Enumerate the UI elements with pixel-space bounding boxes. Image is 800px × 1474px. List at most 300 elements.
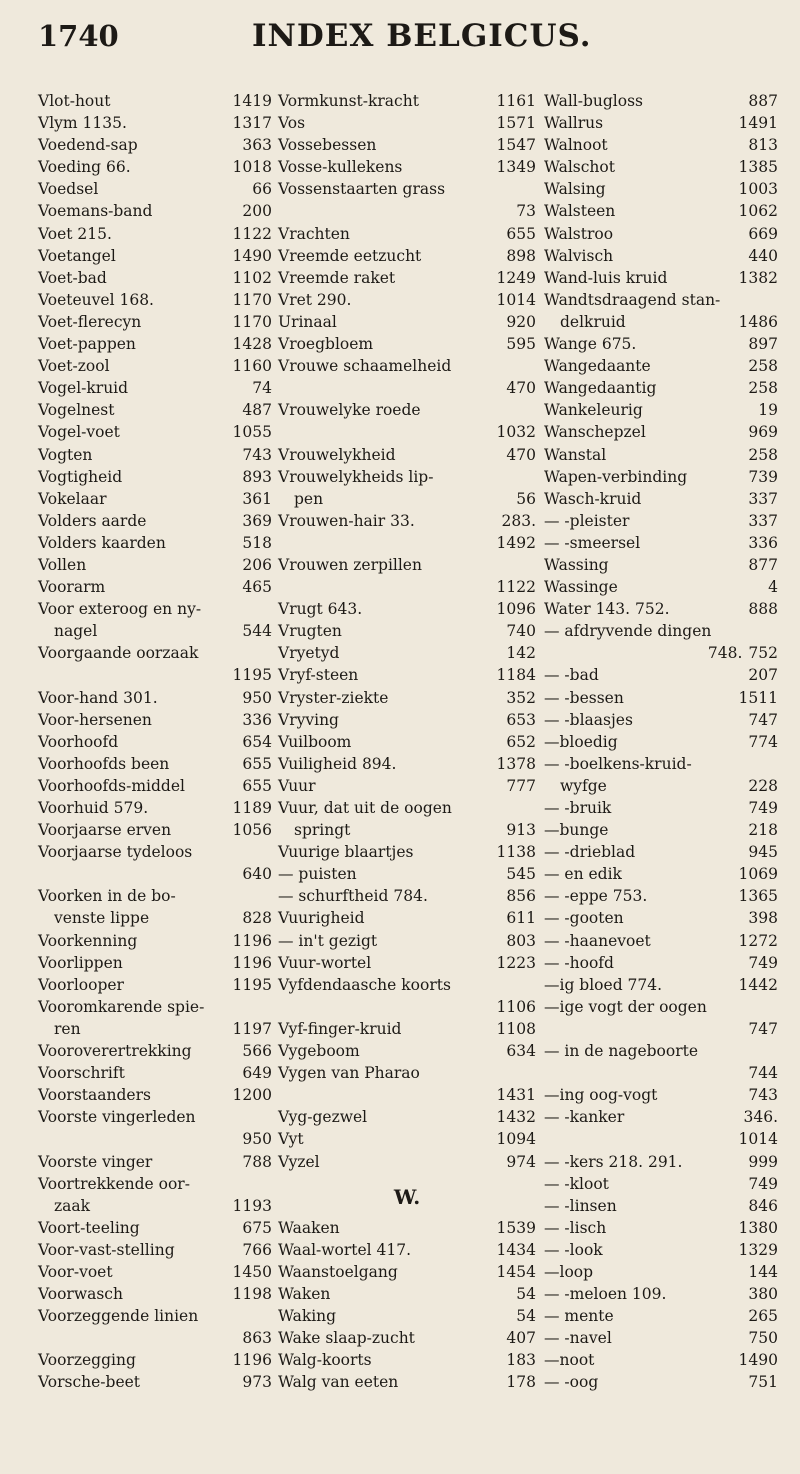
index-entry (544, 863, 778, 885)
entry-term: Vrouwen-hair 33. (278, 511, 415, 530)
index-entry (278, 1106, 536, 1128)
index-entry (38, 642, 272, 664)
entry-page-ref: 945 (748, 843, 778, 862)
entry-term: Voorjaarse tydeloos (38, 843, 193, 862)
entry-term: Vossenstaarten grass (278, 180, 446, 199)
entry-page-ref: 1385 (738, 158, 778, 177)
index-entry (278, 532, 536, 554)
entry-page-ref: 265 (748, 1307, 778, 1326)
index-entry (278, 576, 536, 598)
entry-term: — -bad (544, 666, 599, 685)
entry-term: — -hoofd (544, 953, 614, 972)
entry-term: Wangedaante (544, 357, 651, 376)
entry-term: Vreemde raket (278, 268, 396, 287)
entry-page-ref: 1491 (738, 114, 778, 133)
entry-page-ref: 743 (242, 445, 272, 464)
page-header (38, 18, 780, 82)
entry-term: Vrouwen zerpillen (278, 555, 422, 574)
entry-term: Walg-koorts (278, 1351, 372, 1370)
entry-term: Voorste vinger (38, 1152, 153, 1171)
entry-term: Vygen van Pharao (278, 1064, 420, 1083)
entry-term: Voorwasch (38, 1285, 123, 1304)
entry-term: Vogten (38, 445, 93, 464)
entry-term: Wanstal (544, 445, 607, 464)
entry-term: —ige vogt der oogen (544, 997, 707, 1016)
index-entry (278, 1305, 536, 1327)
entry-page-ref: 398 (748, 909, 778, 928)
entry-term: Vooromkarende spie- (38, 997, 205, 1016)
entry-page-ref: 766 (242, 1240, 272, 1259)
entry-term: Vogtigheid (38, 467, 123, 486)
entry-page-ref: 1003 (738, 180, 778, 199)
entry-page-ref: 1539 (496, 1218, 536, 1237)
index-entry (278, 311, 536, 333)
index-entry (38, 1173, 272, 1195)
index-entry (38, 687, 272, 709)
entry-term: —bloedig (544, 732, 618, 751)
entry-term: venste lippe (54, 909, 150, 928)
entry-page-ref: 649 (242, 1064, 272, 1083)
entry-term: —bunge (544, 821, 609, 840)
entry-term: Wall-bugloss (544, 92, 644, 110)
entry-page-ref: 1196 (232, 953, 272, 972)
entry-term: Voemans-band (38, 202, 153, 221)
entry-page-ref: 893 (242, 467, 272, 486)
index-entry (544, 223, 778, 245)
index-entry (278, 775, 536, 797)
entry-term: Walsteen (544, 202, 616, 221)
index-entry (278, 1151, 536, 1173)
index-entry (38, 841, 272, 863)
index-entry (38, 930, 272, 952)
index-entry (544, 1040, 778, 1062)
entry-page-ref: 913 (506, 821, 536, 840)
entry-term: Wangedaantig (544, 379, 657, 398)
entry-term: Wasch-kruid (544, 489, 642, 508)
entry-term: — mente (544, 1307, 614, 1326)
entry-term: Voeteuvel 168. (38, 290, 154, 309)
index-entry (38, 200, 272, 222)
entry-page-ref: 1571 (496, 114, 536, 133)
entry-term: Vuur-wortel (278, 953, 372, 972)
entry-term: Voet 215. (38, 224, 112, 243)
entry-page-ref: 56 (516, 489, 536, 508)
index-entry (38, 554, 272, 576)
index-entry (544, 753, 778, 775)
entry-term: Vogel-voet (38, 423, 120, 442)
entry-term: Walnoot (544, 136, 608, 155)
entry-page-ref: 999 (748, 1152, 778, 1171)
index-entry (544, 554, 778, 576)
index-entry (278, 223, 536, 245)
index-entry (544, 731, 778, 753)
entry-term: Walschot (544, 158, 615, 177)
index-entry (38, 466, 272, 488)
entry-page-ref: 470 (506, 379, 536, 398)
index-entry (544, 797, 778, 819)
entry-term: Waken (278, 1284, 331, 1303)
entry-page-ref: 1329 (738, 1240, 778, 1259)
index-entry (278, 355, 536, 377)
entry-term: Voorken in de bo- (38, 887, 176, 906)
index-entry (278, 974, 536, 996)
entry-page-ref: 206 (242, 555, 272, 574)
index-entry (278, 1062, 536, 1084)
entry-term: wyfge (560, 776, 607, 795)
entry-page-ref: 407 (506, 1329, 536, 1348)
index-entry (38, 510, 272, 532)
index-entry (544, 642, 778, 664)
entry-page-ref: 655 (506, 224, 536, 243)
index-entry (38, 134, 272, 156)
entry-page-ref: 1094 (496, 1130, 536, 1149)
entry-term: Wapen-verbinding (544, 467, 688, 486)
index-entry (278, 421, 536, 443)
entry-page-ref: 1056 (232, 821, 272, 840)
entry-page-ref: 856 (506, 887, 536, 906)
entry-term: Walvisch (544, 246, 614, 265)
entry-page-ref: 258 (748, 357, 778, 376)
index-entry (278, 333, 536, 355)
entry-page-ref: 1442 (738, 975, 778, 994)
entry-term: Vokelaar (38, 489, 107, 508)
entry-term: Voor-hand 301. (38, 688, 158, 707)
index-column-2 (278, 90, 544, 1394)
entry-page-ref: 369 (242, 511, 272, 530)
index-entry (278, 200, 536, 222)
entry-page-ref: 228 (748, 776, 778, 795)
entry-page-ref: 743 (748, 1086, 778, 1105)
entry-term: Vossebessen (278, 136, 377, 155)
entry-term: Vos (278, 114, 306, 133)
entry-term: Volders kaarden (38, 533, 166, 552)
entry-term: Vuilboom (278, 732, 352, 751)
index-entry (544, 1305, 778, 1327)
index-entry (544, 1018, 778, 1040)
entry-term: Wankeleurig (544, 401, 643, 420)
index-entry (544, 333, 778, 355)
entry-page-ref: 19 (758, 401, 778, 420)
index-entry (278, 1018, 536, 1040)
index-entry (38, 952, 272, 974)
index-entry (278, 510, 536, 532)
entry-page-ref: 969 (748, 423, 778, 442)
index-entry (38, 223, 272, 245)
entry-page-ref: 487 (242, 401, 272, 420)
index-entry (544, 200, 778, 222)
entry-term: Vlym 1135. (38, 114, 127, 133)
index-entry (544, 289, 778, 311)
entry-page-ref: 1428 (232, 335, 272, 354)
entry-term: — -drieblad (544, 843, 636, 862)
entry-page-ref: 336 (242, 710, 272, 729)
index-entry (278, 245, 536, 267)
entry-term: — afdryvende dingen (544, 622, 712, 641)
index-entry (38, 289, 272, 311)
entry-page-ref: 66 (252, 180, 272, 199)
entry-page-ref: 1138 (496, 843, 536, 862)
index-entry (38, 1195, 272, 1217)
index-entry (38, 996, 272, 1018)
entry-page-ref: 336 (748, 533, 778, 552)
index-entry (544, 532, 778, 554)
entry-page-ref: 750 (748, 1329, 778, 1348)
entry-page-ref: 920 (506, 312, 536, 331)
index-entry (544, 90, 778, 112)
entry-page-ref: 1198 (232, 1285, 272, 1304)
entry-page-ref: 142 (506, 644, 536, 663)
entry-term: Wanschepzel (544, 423, 646, 442)
index-entry (544, 996, 778, 1018)
index-entry (544, 510, 778, 532)
index-entry (38, 1283, 272, 1305)
entry-term: Voorgaande oorzaak (38, 644, 199, 663)
entry-term: — -bessen (544, 688, 624, 707)
entry-page-ref: 258 (748, 445, 778, 464)
index-entry (38, 1018, 272, 1040)
index-entry (38, 1106, 272, 1128)
index-entry (278, 554, 536, 576)
index-entry (278, 289, 536, 311)
entry-term: Vuurige blaartjes (278, 843, 414, 862)
entry-term: Wallrus (544, 114, 604, 133)
entry-page-ref: 652 (506, 732, 536, 751)
index-entry (38, 753, 272, 775)
entry-term: Vrugt 643. (278, 600, 363, 619)
entry-page-ref: 183 (506, 1351, 536, 1370)
entry-term: Voorlooper (38, 975, 124, 994)
index-entry (278, 466, 536, 488)
index-entry (38, 885, 272, 907)
entry-page-ref: 950 (242, 1130, 272, 1149)
entry-term: Voedend-sap (38, 136, 138, 155)
entry-term: — puisten (278, 865, 357, 884)
index-entry (278, 952, 536, 974)
entry-term: ren (54, 1019, 81, 1038)
index-entry (38, 1371, 272, 1393)
entry-page-ref: 178 (506, 1373, 536, 1392)
index-entry (278, 731, 536, 753)
entry-term: springt (294, 821, 351, 840)
index-entry (544, 819, 778, 841)
entry-term: — -oog (544, 1373, 599, 1392)
entry-page-ref: 1170 (232, 290, 272, 309)
entry-term: Vollen (38, 555, 87, 574)
entry-term: Vorsche-beet (38, 1373, 141, 1392)
index-entry (278, 819, 536, 841)
entry-term: Vygeboom (278, 1042, 360, 1061)
entry-page-ref: 1317 (232, 114, 272, 133)
entry-term: Voorhoofd (38, 732, 119, 751)
index-entry (544, 1217, 778, 1239)
entry-page-ref: 380 (748, 1285, 778, 1304)
entry-term: Vuur (278, 776, 316, 795)
entry-term: Walg van eeten (278, 1373, 399, 1392)
entry-page-ref: 361 (242, 489, 272, 508)
entry-page-ref: 1102 (232, 268, 272, 287)
index-entry (38, 598, 272, 620)
entry-page-ref: 1431 (496, 1086, 536, 1105)
entry-page-ref: 653 (506, 710, 536, 729)
entry-term: Waking (278, 1306, 337, 1325)
index-entry (38, 907, 272, 929)
entry-term: —noot (544, 1351, 595, 1370)
entry-term: Voorzegging (38, 1351, 136, 1370)
entry-term: Voorste vingerleden (38, 1108, 196, 1127)
entry-term: Vyg-gezwel (278, 1108, 368, 1127)
index-entry (38, 377, 272, 399)
entry-page-ref: 744 (748, 1064, 778, 1083)
index-entry (278, 156, 536, 178)
entry-page-ref: 611 (506, 909, 536, 928)
entry-page-ref: 777 (506, 776, 536, 795)
entry-page-ref: 1486 (738, 312, 778, 331)
index-entry (278, 444, 536, 466)
index-entry (278, 1040, 536, 1062)
entry-page-ref: 950 (242, 688, 272, 707)
entry-term: Wake slaap-zucht (278, 1329, 415, 1348)
page-number: 1740 (38, 19, 119, 53)
index-entry (38, 1305, 272, 1327)
index-entry (544, 1084, 778, 1106)
entry-term: Voeding 66. (38, 158, 131, 177)
entry-term: — -pleister (544, 511, 630, 530)
entry-page-ref: 751 (748, 1373, 778, 1392)
index-entry (38, 1040, 272, 1062)
index-column-1 (38, 90, 278, 1394)
index-entry (544, 245, 778, 267)
entry-term: Vlot-hout (38, 92, 111, 110)
entry-page-ref: 1014 (738, 1130, 778, 1149)
index-entry (278, 664, 536, 686)
entry-term: Urinaal (278, 312, 337, 331)
section-letter: W. (393, 1184, 421, 1209)
index-entry (544, 134, 778, 156)
entry-page-ref: 470 (506, 445, 536, 464)
index-entry (38, 775, 272, 797)
index-entry (38, 178, 272, 200)
index-entry (38, 1217, 272, 1239)
entry-term: Voorzeggende linien (38, 1307, 199, 1326)
index-entry (544, 444, 778, 466)
entry-page-ref: 1272 (738, 931, 778, 950)
index-entry (544, 885, 778, 907)
index-entry (278, 642, 536, 664)
index-entry (278, 134, 536, 156)
entry-term: Voor-vast-stelling (38, 1240, 175, 1259)
index-entry (544, 1195, 778, 1217)
entry-term: Voor exteroog en ny- (38, 600, 202, 619)
index-entry (544, 311, 778, 333)
entry-page-ref: 1032 (496, 423, 536, 442)
index-entry (38, 311, 272, 333)
entry-page-ref: 1161 (496, 92, 536, 110)
entry-page-ref: 1189 (232, 799, 272, 817)
index-entry (278, 863, 536, 885)
entry-term: Vrachten (278, 224, 350, 243)
entry-page-ref: 1419 (232, 92, 272, 110)
entry-term: Voorlippen (38, 953, 123, 972)
index-entry (38, 1062, 272, 1084)
entry-page-ref: 337 (748, 489, 778, 508)
entry-page-ref: 1511 (738, 688, 778, 707)
entry-page-ref: 1055 (232, 423, 272, 442)
entry-term: pen (294, 489, 324, 508)
entry-page-ref: 363 (242, 136, 272, 155)
entry-term: — -lisch (544, 1218, 607, 1237)
index-entry (278, 907, 536, 929)
index-entry (544, 664, 778, 686)
index-entry (38, 1084, 272, 1106)
entry-term: Voorstaanders (38, 1086, 151, 1105)
entry-term: Voorkenning (38, 931, 138, 950)
index-entry (38, 355, 272, 377)
entry-page-ref: 813 (748, 136, 778, 155)
index-entry (38, 421, 272, 443)
entry-page-ref: 1249 (496, 268, 536, 287)
entry-term: — en edik (544, 865, 622, 884)
entry-term: Vrouwe schaamelheid (278, 357, 452, 376)
index-entry (544, 1106, 778, 1128)
index-entry (38, 974, 272, 996)
entry-term: — schurftheid 784. (278, 887, 428, 906)
entry-term: Walstroo (544, 224, 614, 243)
entry-term: Vyf-finger-kruid (278, 1019, 402, 1038)
entry-term: Vooroverertrekking (38, 1042, 192, 1061)
index-entry (544, 598, 778, 620)
index-entry (544, 178, 778, 200)
index-entry (38, 819, 272, 841)
entry-page-ref: 1196 (232, 931, 272, 950)
index-entry (544, 112, 778, 134)
entry-page-ref: 747 (748, 1019, 778, 1038)
entry-page-ref: 1122 (232, 224, 272, 243)
index-entry (278, 1217, 536, 1239)
entry-page-ref: 803 (506, 931, 536, 950)
entry-page-ref: 655 (242, 776, 272, 795)
entry-term: — -gooten (544, 909, 624, 928)
entry-page-ref: 440 (748, 246, 778, 265)
entry-page-ref: 465 (242, 578, 272, 597)
entry-term: — -navel (544, 1329, 612, 1348)
index-entry (544, 355, 778, 377)
entry-page-ref: 774 (748, 732, 778, 751)
entry-term: — -eppe 753. (544, 887, 648, 906)
entry-term: Voet-zool (38, 357, 110, 376)
entry-term: — -kers 218. 291. (544, 1152, 683, 1171)
index-entry (544, 1371, 778, 1393)
index-entry (544, 399, 778, 421)
index-entry (544, 576, 778, 598)
entry-term: Vryster-ziekte (278, 688, 389, 707)
entry-term: — in't gezigt (278, 931, 378, 950)
entry-term: Voetangel (38, 246, 116, 265)
entry-page-ref: 1195 (232, 666, 272, 685)
entry-page-ref: 1382 (738, 268, 778, 287)
index-entry (278, 841, 536, 863)
entry-page-ref: 1492 (496, 533, 536, 552)
entry-page-ref: 346. (743, 1108, 778, 1127)
index-column-3 (544, 90, 778, 1394)
index-entry (278, 885, 536, 907)
entry-term: Wassing (544, 555, 609, 574)
entry-page-ref: 888 (748, 600, 778, 619)
index-entry (278, 399, 536, 421)
entry-page-ref: 675 (242, 1218, 272, 1237)
index-entry (278, 90, 536, 112)
index-entry (278, 620, 536, 642)
entry-page-ref: 1365 (738, 887, 778, 906)
